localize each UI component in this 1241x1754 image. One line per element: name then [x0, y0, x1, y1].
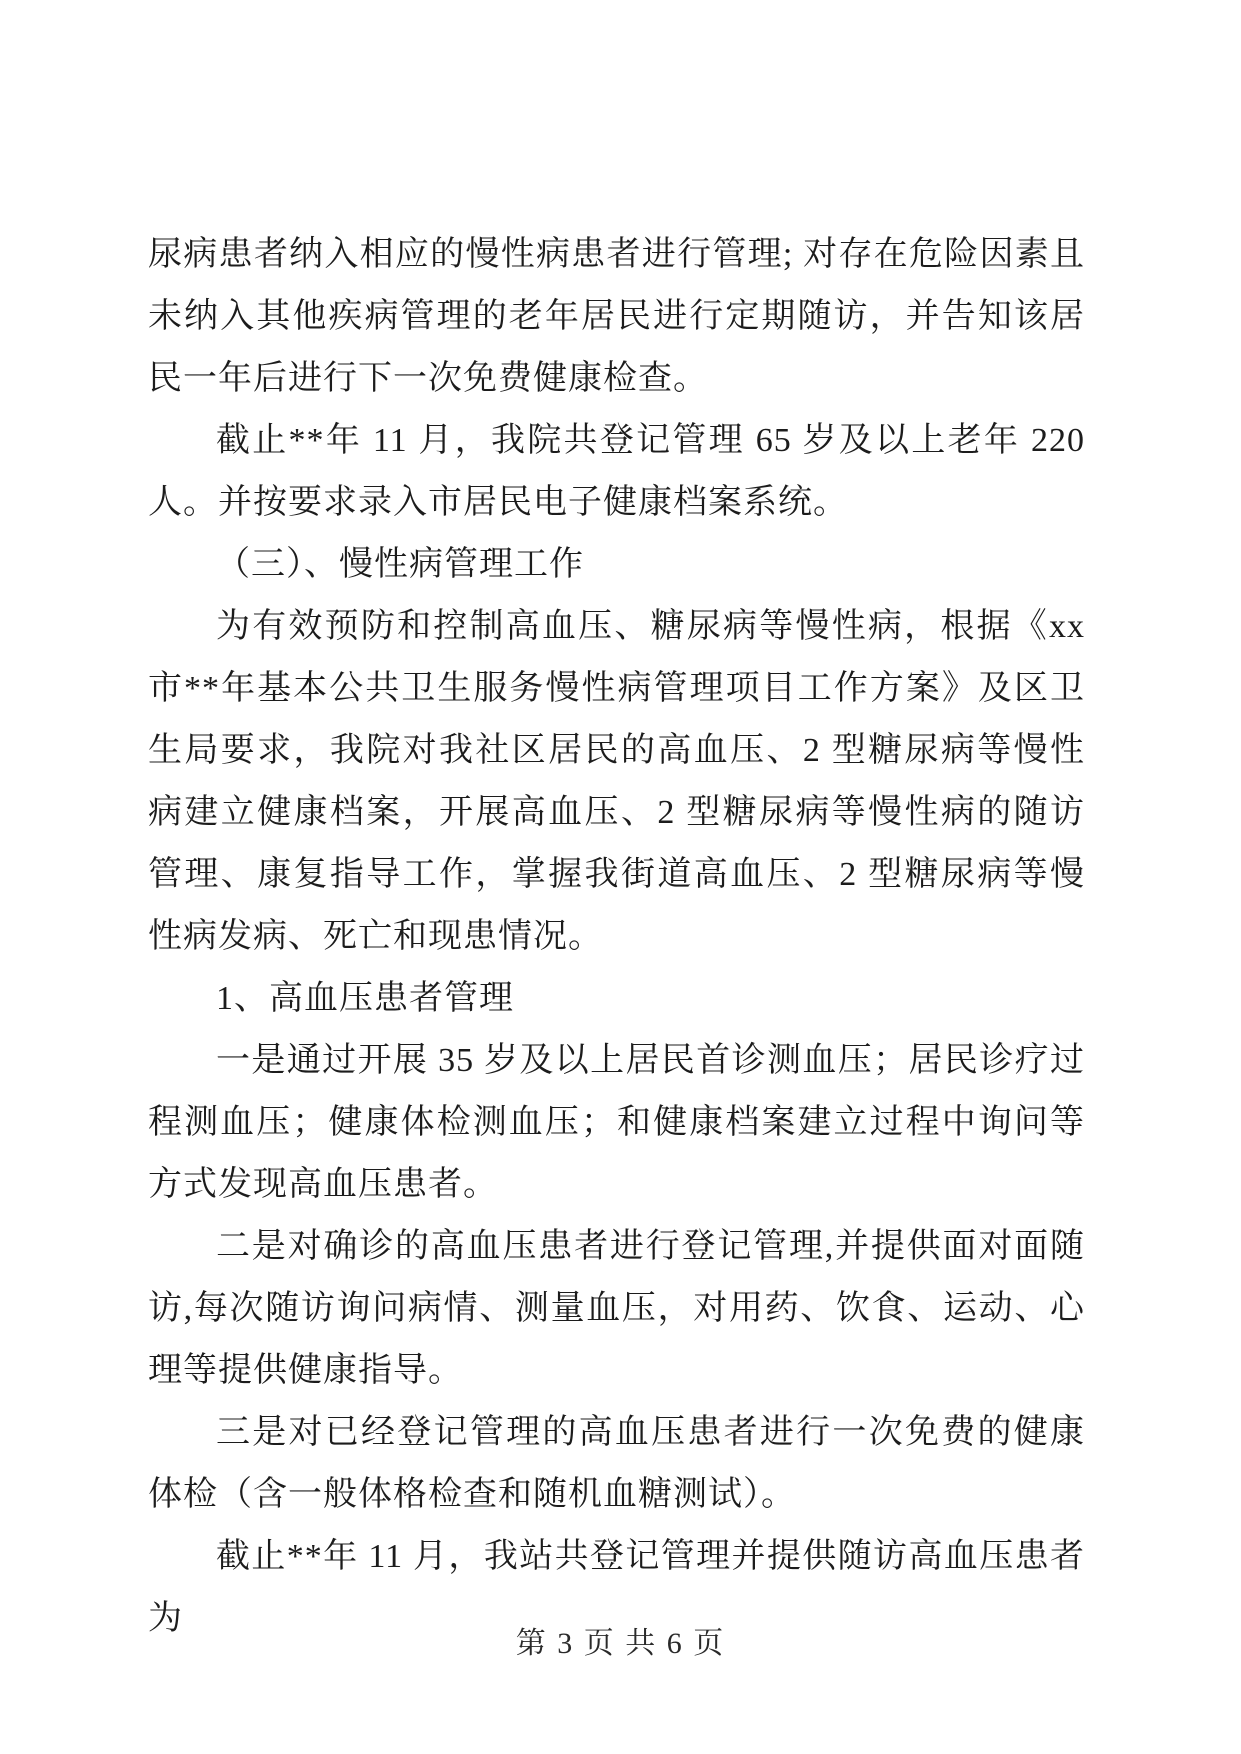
page-number-indicator: 第 3 页 共 6 页 [515, 1627, 726, 1660]
paragraph-hypertension-point-1: 一是通过开展 35 岁及以上居民首诊测血压；居民诊疗过程测血压；健康体检测血压；和健康档案建立过程中询问等方式发现高血压患者。 [148, 1042, 1085, 1203]
paragraph-hypertension-point-3: 三是对已经登记管理的高血压患者进行一次免费的健康体检（含一般体格检查和随机血糖测试）。 [148, 1414, 1085, 1513]
subsection-heading-hypertension: 1、高血压患者管理 [216, 980, 514, 1017]
paragraph-hypertension-point-2: 二是对确诊的高血压患者进行登记管理,并提供面对面随访,每次随访询问病情、测量血压，对用药、饮食、运动、心理等提供健康指导。 [148, 1228, 1085, 1389]
document-body [148, 224, 1085, 1650]
paragraph-chronic-disease-overview: 为有效预防和控制高血压、糖尿病等慢性病，根据《xx 市**年基本公共卫生服务慢性病管理项目工作方案》及区卫生局要求，我院对我社区居民的高血压、2 型糖尿病等慢性病建立健康档案，开展高血压、2 型糖尿病等慢性病的随访管理、康复指导工作，掌握我街道高血压、2 型糖尿病等慢性病发病、死亡和现患情况。 [148, 608, 1085, 955]
page-footer [0, 1618, 1241, 1662]
paragraph-hypertension-stats: 截止**年 11 月，我站共登记管理并提供随访高血压患者为 [148, 1538, 1085, 1637]
paragraph-continuation: 尿病患者纳入相应的慢性病患者进行管理; 对存在危险因素且未纳入其他疾病管理的老年居民进行定期随访，并告知该居民一年后进行下一次免费健康检查。 [148, 236, 1085, 397]
paragraph-elderly-stats: 截止**年 11 月，我院共登记管理 65 岁及以上老年 220 人。并按要求录入市居民电子健康档案系统。 [148, 422, 1085, 521]
section-heading-chronic-disease: （三）、慢性病管理工作 [216, 546, 584, 583]
